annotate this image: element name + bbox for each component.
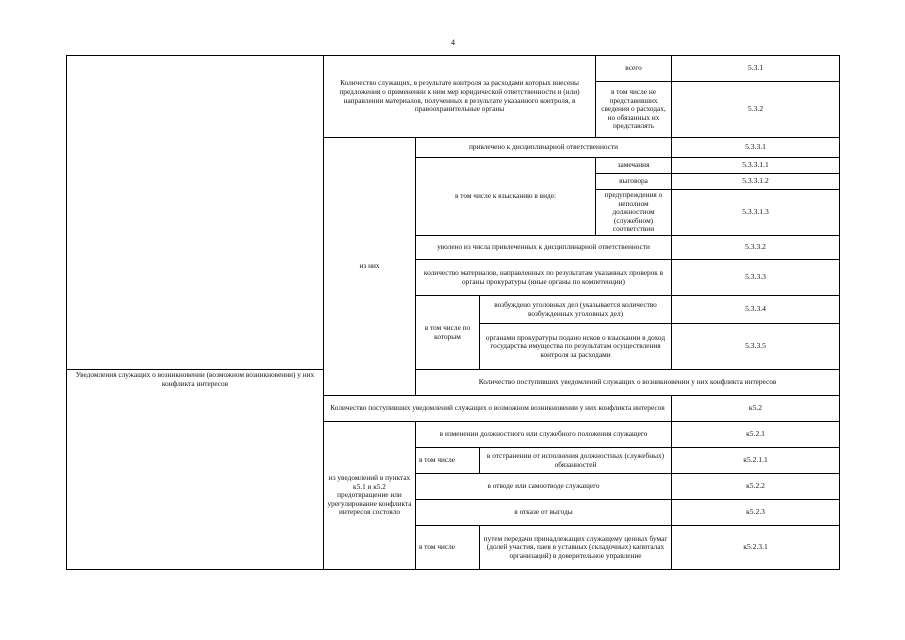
row-label: органами прокуратуры подано исков о взыскании в доход государства имущества по результатам осуществления контроля за расходами — [480, 324, 672, 370]
row-label: путем передачи принадлежащих служащему ценных бумаг (долей участия, паев в уставных (складочных) капиталах организаций) в доверительное управление — [480, 526, 672, 570]
row-code: 5.3.3.5 — [672, 324, 840, 370]
row-code: 5.3.3.1.1 — [672, 158, 840, 174]
group-label-of-them: из них — [324, 138, 416, 396]
row-label: выговора — [596, 174, 672, 190]
row-label: возбуждено уголовных дел (указывается количество возбужденных уголовных дел) — [480, 296, 672, 324]
row-code: 5.3.1 — [672, 56, 840, 82]
row-code: к5.2.3 — [672, 500, 840, 526]
row-label: количество материалов, направленных по результатам указанных проверок в органы прокуратуры (иные органы по компетенции) — [416, 260, 672, 296]
row-code: к5.2.3.1 — [672, 526, 840, 570]
table-row — [67, 56, 840, 82]
row-label-main: Количество служащих, в результате контроля за расходами которых внесены предложения о применении к ним мер юридической ответственности и (или) направлении материалов, полученных в результате указанного контроля, в правоохранительные органы — [324, 56, 596, 138]
row-label: всего — [596, 56, 672, 82]
row-code: к5.2.2 — [672, 474, 840, 500]
section-label-conflict: Уведомления служащих о возникновении (возможном возникновении) у них конфликта интересов — [67, 370, 324, 570]
row-label: в отводе или самоотводе служащего — [416, 474, 672, 500]
row-code: 5.3.3.3 — [672, 260, 840, 296]
group-label-including: в том числе — [416, 526, 480, 570]
group-label-including: в том числе — [416, 448, 480, 474]
row-label: в отстранении от исполнения должностных (служебных) обязанностей — [480, 448, 672, 474]
row-label: замечания — [596, 158, 672, 174]
row-label: в изменении должностного или служебного положения служащего — [416, 422, 672, 448]
row-label: Количество поступивших уведомлений служащих о возможном возникновении у них конфликта интересов — [324, 396, 672, 422]
row-code: 5.3.3.2 — [672, 236, 840, 260]
row-code: к5.2.1 — [672, 422, 840, 448]
table-row — [67, 370, 840, 396]
row-code: 5.3.3.1.3 — [672, 190, 840, 236]
group-label-including-which: в том числе по которым — [416, 296, 480, 370]
left-column-block — [67, 56, 324, 370]
row-label: предупреждения о неполном должностном (служебном) соответствии — [596, 190, 672, 236]
row-label: Количество поступивших уведомлений служащих о возникновении у них конфликта интересов — [416, 370, 840, 396]
row-label: в отказе от выгоды — [416, 500, 672, 526]
row-label: в том числе не представивших сведения о расходах, но обязанных их представлять — [596, 82, 672, 138]
row-code: 5.3.3.4 — [672, 296, 840, 324]
report-table — [66, 55, 840, 570]
row-label: уволено из числа привлеченных к дисциплинарной ответственности — [416, 236, 672, 260]
page-number: 4 — [451, 38, 455, 47]
group-label-penalty: в том числе к взысканию в виде: — [416, 158, 596, 236]
row-code: 5.3.3.1 — [672, 138, 840, 158]
row-code: 5.3.2 — [672, 82, 840, 138]
row-code: к5.2 — [672, 396, 840, 422]
row-code: к5.2.1.1 — [672, 448, 840, 474]
row-code: 5.3.3.1.2 — [672, 174, 840, 190]
group-label-prevention: из уведомлений в пунктах к5.1 и к5.2 предотвращение или урегулирование конфликта интересов состояло — [324, 422, 416, 570]
row-label: привлечено к дисциплинарной ответственности — [416, 138, 672, 158]
